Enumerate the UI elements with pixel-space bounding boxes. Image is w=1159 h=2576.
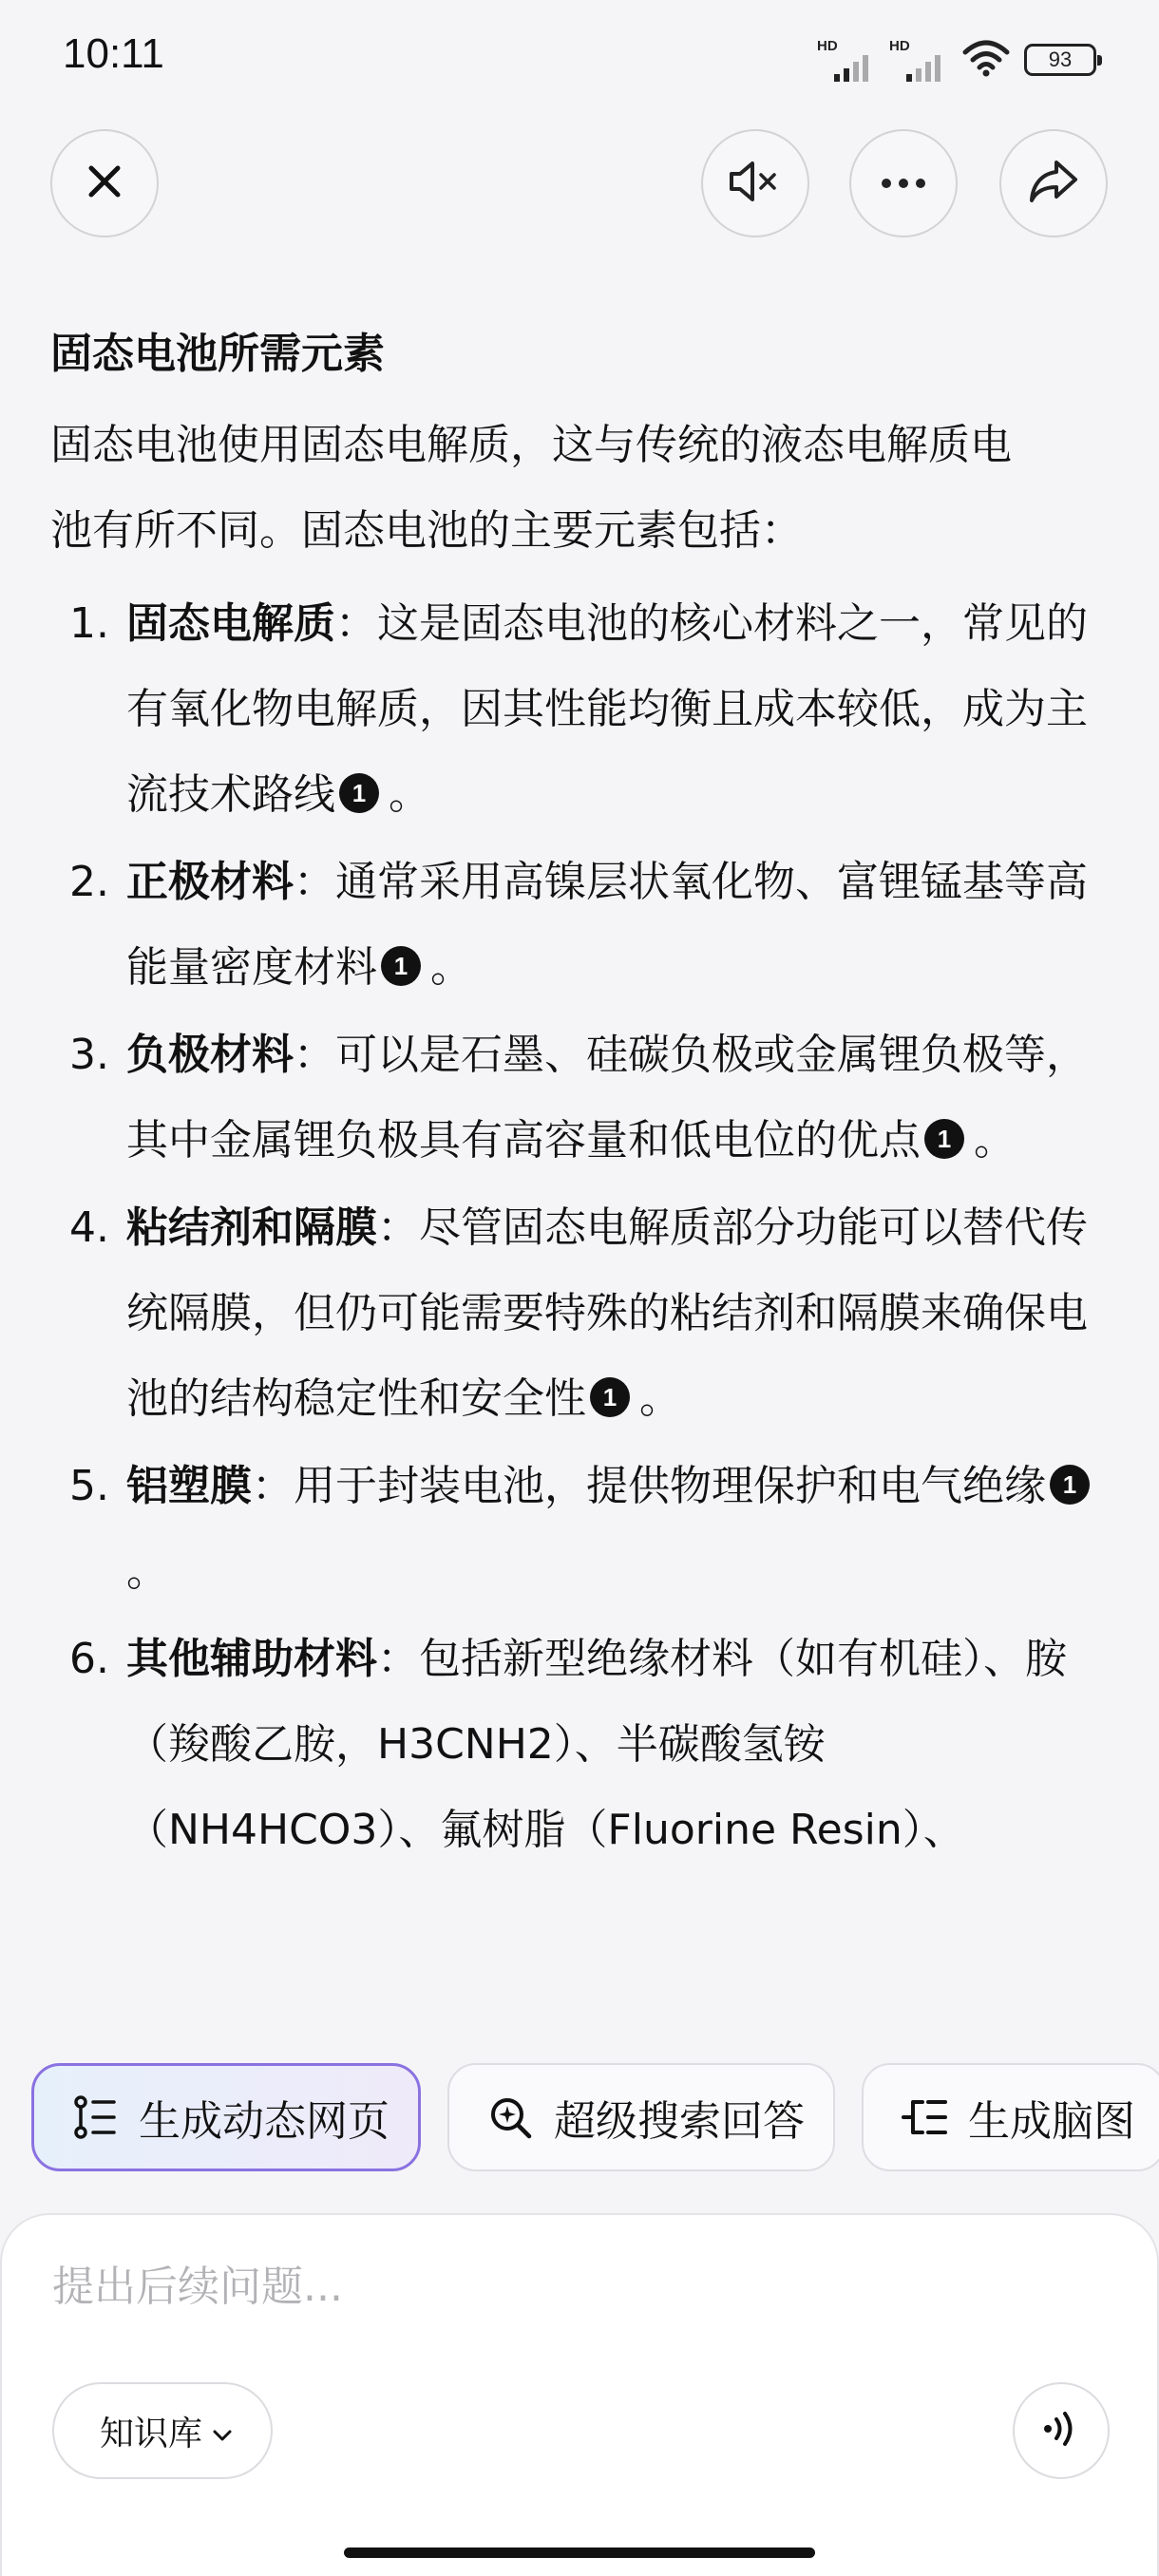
answer-content [50,313,1119,1875]
search-sparkle-icon [487,2094,533,2140]
list-item-term: 固态电解质 [126,599,335,648]
more-icon [881,175,926,193]
list-item [50,581,1119,838]
list-item-term: 负极材料 [126,1031,294,1079]
follow-up-input[interactable] [52,2263,1002,2311]
list-item-desc: ：尽管固态电解质部分功能可以替代传统隔膜，但仍可能需要特殊的粘结剂和隔膜来确保电池的结构稳定性和安全性 [126,1203,1088,1423]
follow-up-composer [0,2213,1159,2576]
list-item-number: 5. [69,1462,109,1510]
answer-heading: 固态电池所需元素 [50,330,385,378]
speaker-muted-icon [728,160,783,207]
list-item-term: 其他辅助材料 [126,1635,377,1683]
status-icons [817,36,1096,84]
list-item-number: 2. [69,858,109,906]
knowledge-base-label: 知识库 [100,2414,203,2453]
signal-icon [817,38,876,82]
battery-indicator: 93 [1024,44,1096,76]
voice-wave-icon [1040,2408,1082,2453]
list-item-tail: 。 [430,943,472,992]
voice-input-button[interactable] [1013,2382,1110,2479]
list-item-desc: ：这是固态电池的核心材料之一，常见的有氧化物电解质，因其性能均衡且成本较低，成为主流技术路线 [126,599,1088,819]
signal-hd-label: HD [889,38,910,54]
chip-label: 生成脑图 [968,2097,1135,2146]
share-button[interactable] [999,129,1108,237]
list-item [50,1617,1119,1873]
share-icon [1028,159,1079,208]
list-item-term: 粘结剂和隔膜 [126,1203,377,1252]
signal-icon [889,38,948,82]
citation-badge[interactable]: 1 [1050,1465,1090,1505]
list-item-tail: 。 [389,770,430,819]
close-button[interactable] [50,129,159,237]
generate-mindmap-chip[interactable] [862,2063,1159,2171]
list-item-tail: 。 [126,1547,168,1596]
chip-label: 超级搜索回答 [554,2097,805,2146]
list-item [50,1013,1119,1184]
answer-intro [50,403,1119,574]
close-icon [86,162,124,204]
flow-list-icon [72,2094,118,2140]
more-button[interactable] [849,129,958,237]
quick-action-chips [31,2063,1159,2171]
list-item-tail: 。 [974,1116,1016,1165]
list-item [50,840,1119,1011]
citation-badge[interactable]: 1 [339,773,379,813]
intro-line: 池有所不同。固态电池的主要元素包括： [50,506,803,555]
element-list [50,581,1119,1873]
chevron-down-icon [212,2412,233,2451]
citation-badge[interactable]: 1 [381,946,421,986]
status-time: 10:11 [63,30,164,77]
citation-badge[interactable]: 1 [590,1377,630,1417]
chip-label: 生成动态网页 [139,2097,390,2146]
list-item-tail: 。 [639,1374,681,1423]
list-item-desc: ：用于封装电池，提供物理保护和电气绝缘 [252,1462,1046,1510]
signal-hd-label: HD [817,38,838,54]
list-item [50,1444,1119,1615]
list-item-number: 6. [69,1635,109,1683]
list-item [50,1185,1119,1442]
home-indicator[interactable] [344,2548,815,2558]
super-search-chip[interactable] [447,2063,835,2171]
list-item-term: 铝塑膜 [126,1462,252,1510]
list-item-desc: ：包括新型绝缘材料（如有机硅）、胺（羧酸乙胺，H3CNH2）、半碳酸氢铵（NH4HCO3）、氟树脂（Fluorine Resin）、 [126,1635,1067,1854]
status-bar [0,0,1159,114]
list-item-number: 4. [69,1203,109,1252]
list-item-desc: ：通常采用高镍层状氧化物、富锂锰基等高能量密度材料 [126,858,1088,992]
list-item-number: 1. [69,599,109,648]
mind-map-icon [902,2094,947,2140]
generate-webpage-chip[interactable] [31,2063,421,2171]
list-item-term: 正极材料 [126,858,294,906]
knowledge-base-dropdown[interactable] [52,2382,273,2479]
list-item-number: 3. [69,1031,109,1079]
list-item-desc: ：可以是石墨、硅碳负极或金属锂负极等，其中金属锂负极具有高容量和低电位的优点 [126,1031,1088,1165]
citation-badge[interactable]: 1 [924,1119,964,1159]
wifi-icon [961,39,1011,81]
intro-line: 固态电池使用固态电解质，这与传统的液态电解质电 [50,421,1012,469]
mute-button[interactable] [701,129,809,237]
